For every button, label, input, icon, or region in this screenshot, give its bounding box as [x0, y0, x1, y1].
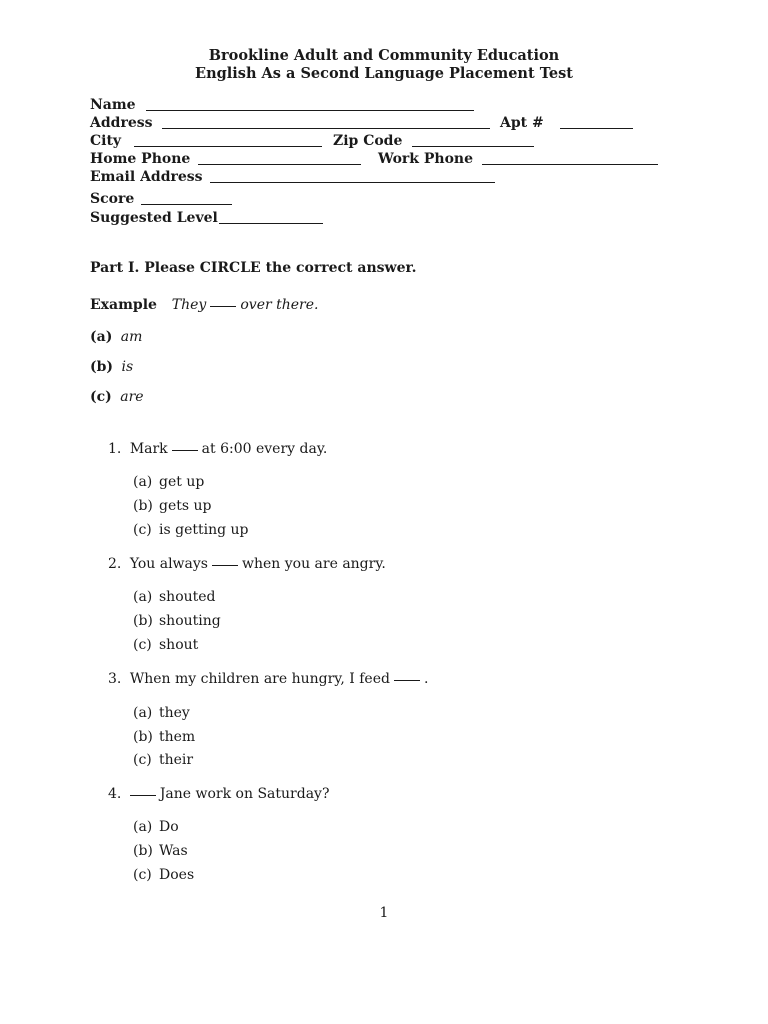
example-option-letter: (b) — [90, 359, 114, 375]
question-4 — [108, 786, 329, 802]
school-title: Brookline Adult and Community Education — [208, 47, 560, 64]
question-after: Jane work on Saturday? — [159, 786, 330, 802]
option-letter: (c) — [133, 522, 152, 538]
question-before: You always — [129, 556, 208, 572]
question-after: at 6:00 every day. — [201, 441, 328, 457]
answer-blank — [172, 450, 198, 451]
option-text: is getting up — [159, 522, 249, 538]
option-letter: (b) — [133, 498, 153, 514]
example-option-letter: (a) — [90, 329, 113, 345]
option-text: shouted — [159, 589, 216, 605]
option-text: them — [159, 729, 196, 745]
level-label: Suggested Level — [90, 210, 218, 226]
question-number: 2. — [108, 556, 122, 572]
example-option-letter: (c) — [90, 389, 112, 405]
option-letter: (a) — [133, 819, 153, 835]
work-phone-label: Work Phone — [378, 151, 473, 167]
question-before: Mark — [129, 441, 168, 457]
q3-option-a[interactable] — [133, 705, 190, 721]
question-3 — [108, 671, 428, 687]
example-blank — [210, 306, 236, 307]
home-phone-field[interactable] — [198, 164, 361, 165]
example-option-text: am — [120, 329, 143, 345]
email-label: Email Address — [90, 169, 203, 185]
answer-blank — [130, 795, 156, 796]
q1-option-a[interactable] — [133, 474, 204, 490]
score-label: Score — [90, 191, 135, 207]
option-letter: (b) — [133, 843, 153, 859]
answer-blank — [394, 680, 420, 681]
option-text: Do — [159, 819, 179, 835]
option-text: Does — [159, 867, 195, 883]
option-text: they — [159, 705, 190, 721]
q2-option-c[interactable] — [133, 637, 198, 653]
name-field[interactable] — [146, 110, 474, 111]
q3-option-c[interactable] — [133, 752, 193, 768]
option-letter: (b) — [133, 729, 153, 745]
example-before: They — [171, 297, 207, 313]
q4-option-b[interactable] — [133, 843, 188, 859]
example-option-a[interactable] — [90, 329, 142, 345]
work-phone-field[interactable] — [482, 164, 658, 165]
option-letter: (c) — [133, 637, 152, 653]
q2-option-b[interactable] — [133, 613, 221, 629]
apt-label: Apt # — [500, 115, 544, 131]
example-option-c[interactable] — [90, 389, 144, 405]
zip-field[interactable] — [412, 146, 534, 147]
email-field[interactable] — [210, 182, 495, 183]
question-number: 3. — [108, 671, 122, 687]
apt-field[interactable] — [560, 128, 633, 129]
test-title: English As a Second Language Placement Test — [195, 65, 573, 82]
option-text: shout — [159, 637, 199, 653]
part1-heading: Part I. Please CIRCLE the correct answer. — [90, 260, 417, 276]
level-field[interactable] — [219, 223, 323, 224]
score-field[interactable] — [141, 204, 232, 205]
city-field[interactable] — [134, 146, 322, 147]
q4-option-c[interactable] — [133, 867, 194, 883]
question-1 — [108, 441, 327, 457]
example-option-b[interactable] — [90, 359, 133, 375]
home-phone-label: Home Phone — [90, 151, 191, 167]
example-after: over there. — [240, 297, 319, 313]
name-label: Name — [90, 97, 136, 113]
q4-option-a[interactable] — [133, 819, 179, 835]
question-2 — [108, 556, 386, 572]
address-label: Address — [90, 115, 153, 131]
option-text: shouting — [159, 613, 221, 629]
option-letter: (c) — [133, 752, 152, 768]
page-number: 1 — [379, 905, 389, 921]
option-letter: (a) — [133, 705, 153, 721]
question-number: 4. — [108, 786, 122, 802]
q2-option-a[interactable] — [133, 589, 216, 605]
address-field[interactable] — [162, 128, 490, 129]
question-after: . — [423, 671, 429, 687]
question-after: when you are angry. — [241, 556, 386, 572]
example-option-text: are — [120, 389, 144, 405]
option-letter: (b) — [133, 613, 153, 629]
option-text: get up — [159, 474, 205, 490]
answer-blank — [212, 565, 238, 566]
option-text: Was — [159, 843, 188, 859]
option-text: their — [159, 752, 194, 768]
option-letter: (a) — [133, 474, 153, 490]
example-label: Example — [90, 297, 157, 313]
option-letter: (a) — [133, 589, 153, 605]
example-option-text: is — [121, 359, 134, 375]
question-before: When my children are hungry, I feed — [129, 671, 390, 687]
q1-option-b[interactable] — [133, 498, 212, 514]
q3-option-b[interactable] — [133, 729, 195, 745]
q1-option-c[interactable] — [133, 522, 249, 538]
example-line — [90, 297, 318, 313]
zip-label: Zip Code — [333, 133, 403, 149]
question-number: 1. — [108, 441, 122, 457]
option-letter: (c) — [133, 867, 152, 883]
city-label: City — [90, 133, 122, 149]
option-text: gets up — [159, 498, 212, 514]
